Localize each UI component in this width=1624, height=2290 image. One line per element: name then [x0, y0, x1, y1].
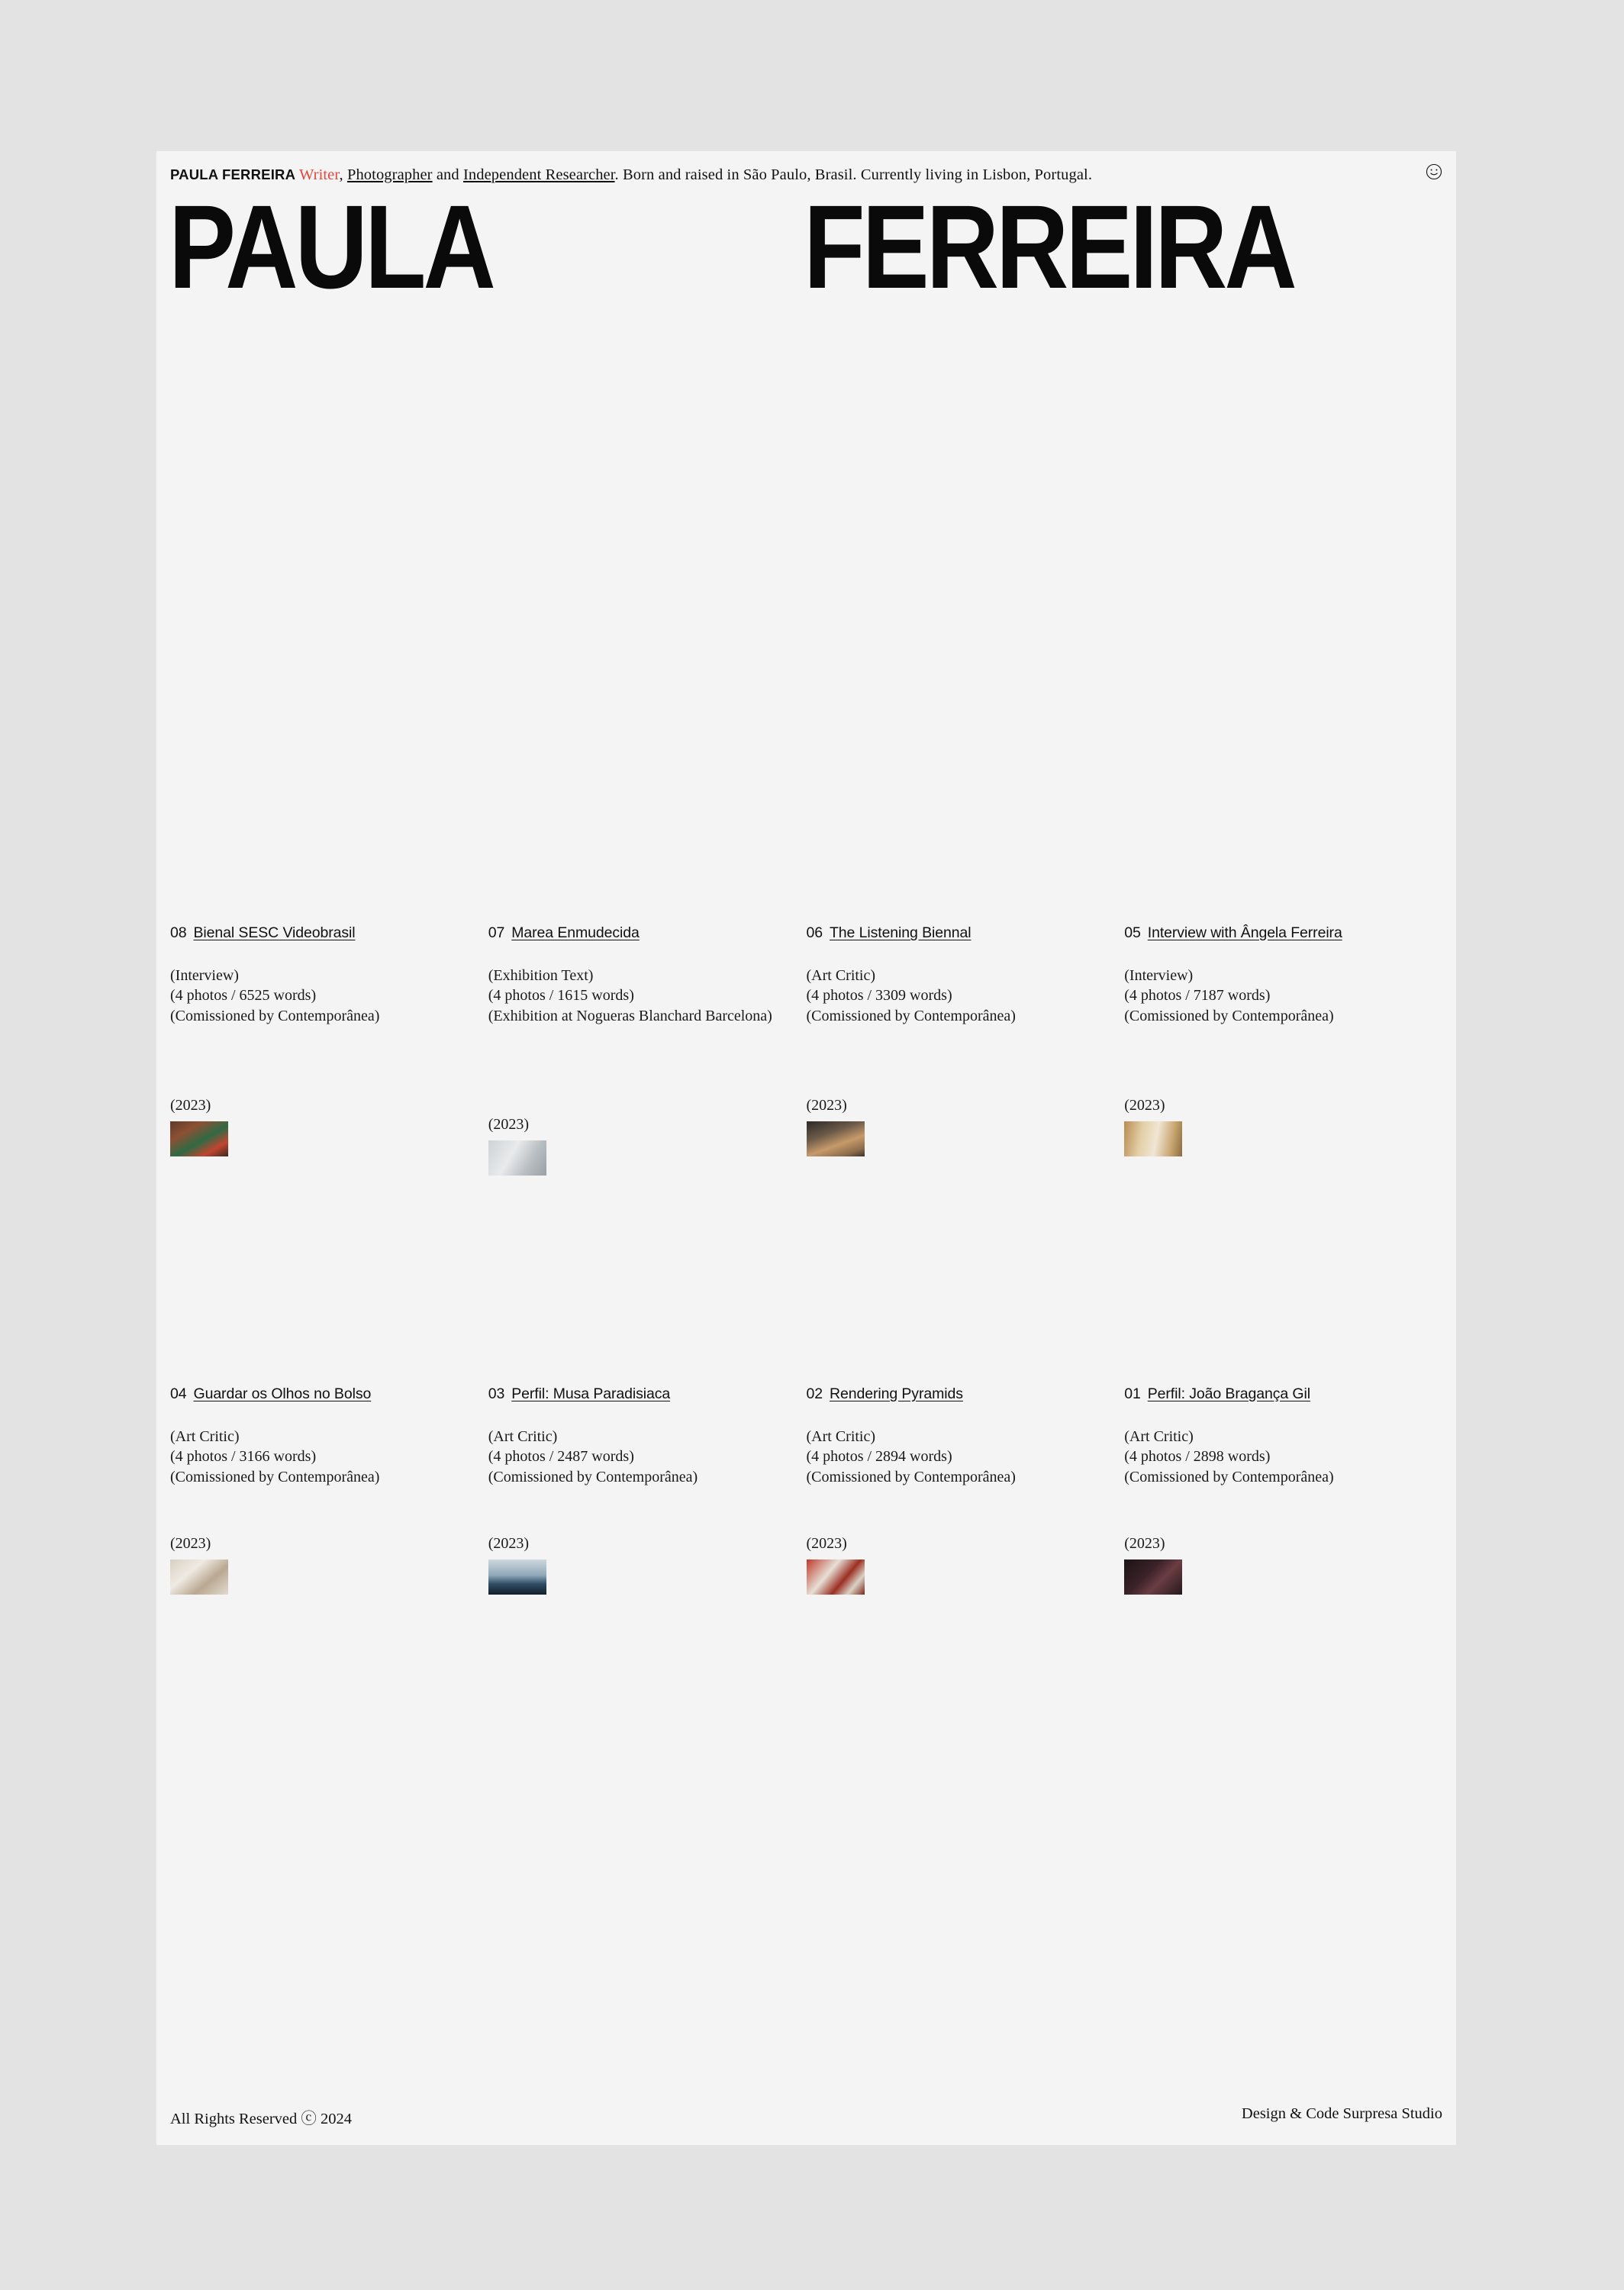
- project-card-05[interactable]: [1124, 924, 1442, 1298]
- project-stats: (4 photos / 2898 words): [1124, 1448, 1271, 1466]
- project-stats: (4 photos / 6525 words): [170, 987, 317, 1005]
- page-footer: [170, 2105, 1442, 2128]
- portfolio-page: [156, 151, 1456, 2145]
- project-stats: (4 photos / 3166 words): [170, 1448, 317, 1466]
- project-number: 07: [488, 924, 505, 941]
- project-grid: [170, 924, 1442, 1759]
- project-heading: [807, 924, 1100, 942]
- project-year: (2023): [1124, 1097, 1165, 1114]
- project-title-link[interactable]: Interview with Ângela Ferreira: [1147, 924, 1342, 941]
- header-role-photographer[interactable]: Photographer: [346, 166, 433, 183]
- header-name: PAULA FERREIRA: [170, 166, 296, 182]
- project-type: (Interview): [170, 967, 239, 984]
- smiley-face-icon[interactable]: [1426, 163, 1442, 180]
- project-meta: [488, 1427, 782, 1487]
- project-meta: [1124, 1427, 1418, 1487]
- project-meta: [1124, 966, 1418, 1026]
- project-card-04[interactable]: [170, 1385, 488, 1759]
- header-and: and: [436, 166, 459, 183]
- project-heading: [807, 1385, 1100, 1403]
- project-type: (Art Critic): [806, 1428, 876, 1445]
- project-heading: [488, 924, 782, 942]
- project-card-07[interactable]: [488, 924, 807, 1298]
- project-stats: (4 photos / 2894 words): [806, 1448, 952, 1466]
- project-thumbnail[interactable]: [170, 1559, 228, 1595]
- project-title-link[interactable]: Perfil: João Bragança Gil: [1147, 1385, 1310, 1402]
- project-number: 05: [1124, 924, 1141, 941]
- hero-title: [156, 180, 1456, 314]
- project-year: (2023): [806, 1535, 847, 1552]
- project-type: (Art Critic): [806, 967, 876, 984]
- project-number: 03: [488, 1385, 505, 1402]
- project-card-02[interactable]: [807, 1385, 1125, 1759]
- project-title-link[interactable]: Bienal SESC Videobrasil: [193, 924, 356, 941]
- project-thumbnail[interactable]: [1124, 1559, 1182, 1595]
- project-thumbnail[interactable]: [807, 1559, 865, 1595]
- project-number: 06: [806, 924, 823, 941]
- project-year: (2023): [806, 1097, 847, 1114]
- header-role-writer[interactable]: Writer: [299, 166, 340, 183]
- project-meta: [170, 1427, 464, 1487]
- project-commission: (Comissioned by Contemporânea): [488, 1468, 698, 1485]
- project-meta: [807, 1427, 1100, 1487]
- project-commission: (Comissioned by Contemporânea): [1124, 1468, 1334, 1485]
- project-type: (Art Critic): [488, 1428, 558, 1445]
- project-heading: [1124, 1385, 1418, 1403]
- header-bio: . Born and raised in São Paulo, Brasil. Currently living in Lisbon, Portugal.: [614, 166, 1093, 183]
- project-commission: (Comissioned by Contemporânea): [806, 1007, 1016, 1024]
- project-stats: (4 photos / 1615 words): [488, 987, 634, 1005]
- project-thumbnail[interactable]: [488, 1140, 546, 1176]
- project-commission: (Exhibition at Nogueras Blanchard Barcelona): [488, 1007, 772, 1024]
- project-year: (2023): [488, 1116, 530, 1133]
- hero-last-name: FERREIRA: [804, 180, 1294, 314]
- project-heading: [170, 1385, 464, 1403]
- project-meta: [170, 966, 464, 1026]
- project-thumbnail[interactable]: [807, 1121, 865, 1156]
- project-year: (2023): [170, 1535, 211, 1552]
- project-thumbnail[interactable]: [488, 1559, 546, 1595]
- project-number: 02: [806, 1385, 823, 1402]
- project-commission: (Comissioned by Contemporânea): [170, 1468, 380, 1485]
- project-meta: [807, 966, 1100, 1026]
- project-thumbnail[interactable]: [1124, 1121, 1182, 1156]
- project-stats: (4 photos / 7187 words): [1124, 987, 1271, 1005]
- project-title-link[interactable]: Rendering Pyramids: [830, 1385, 963, 1402]
- project-meta: [488, 966, 782, 1026]
- project-card-08[interactable]: [170, 924, 488, 1298]
- project-heading: [488, 1385, 782, 1403]
- project-commission: (Comissioned by Contemporânea): [170, 1007, 380, 1024]
- footer-credits[interactable]: Design & Code Surpresa Studio: [1241, 2105, 1442, 2122]
- project-thumbnail[interactable]: [170, 1121, 228, 1156]
- project-title-link[interactable]: The Listening Biennal: [830, 924, 972, 941]
- project-row: [170, 1385, 1442, 1759]
- header-comma: ,: [339, 166, 343, 183]
- project-type: (Exhibition Text): [488, 967, 594, 984]
- project-card-01[interactable]: [1124, 1385, 1442, 1759]
- project-commission: (Comissioned by Contemporânea): [806, 1468, 1016, 1485]
- project-year: (2023): [1124, 1535, 1165, 1552]
- project-card-06[interactable]: [807, 924, 1125, 1298]
- project-type: (Interview): [1124, 967, 1194, 984]
- project-title-link[interactable]: Marea Enmudecida: [511, 924, 640, 941]
- project-type: (Art Critic): [170, 1428, 240, 1445]
- project-stats: (4 photos / 2487 words): [488, 1448, 634, 1466]
- project-row: [170, 924, 1442, 1298]
- project-heading: [170, 924, 464, 942]
- project-card-03[interactable]: [488, 1385, 807, 1759]
- project-number: 04: [170, 1385, 187, 1402]
- project-number: 01: [1124, 1385, 1141, 1402]
- project-year: (2023): [170, 1097, 211, 1114]
- project-stats: (4 photos / 3309 words): [806, 987, 952, 1005]
- header-role-researcher[interactable]: Independent Researcher: [462, 166, 615, 183]
- project-title-link[interactable]: Guardar os Olhos no Bolso: [193, 1385, 372, 1402]
- hero-first-name: PAULA: [169, 180, 493, 314]
- project-title-link[interactable]: Perfil: Musa Paradisiaca: [511, 1385, 671, 1402]
- project-number: 08: [170, 924, 187, 941]
- project-commission: (Comissioned by Contemporânea): [1124, 1007, 1334, 1024]
- project-heading: [1124, 924, 1418, 942]
- project-type: (Art Critic): [1124, 1428, 1194, 1445]
- footer-copyright: All Rights Reserved ⓒ 2024: [170, 2111, 353, 2127]
- project-year: (2023): [488, 1535, 530, 1552]
